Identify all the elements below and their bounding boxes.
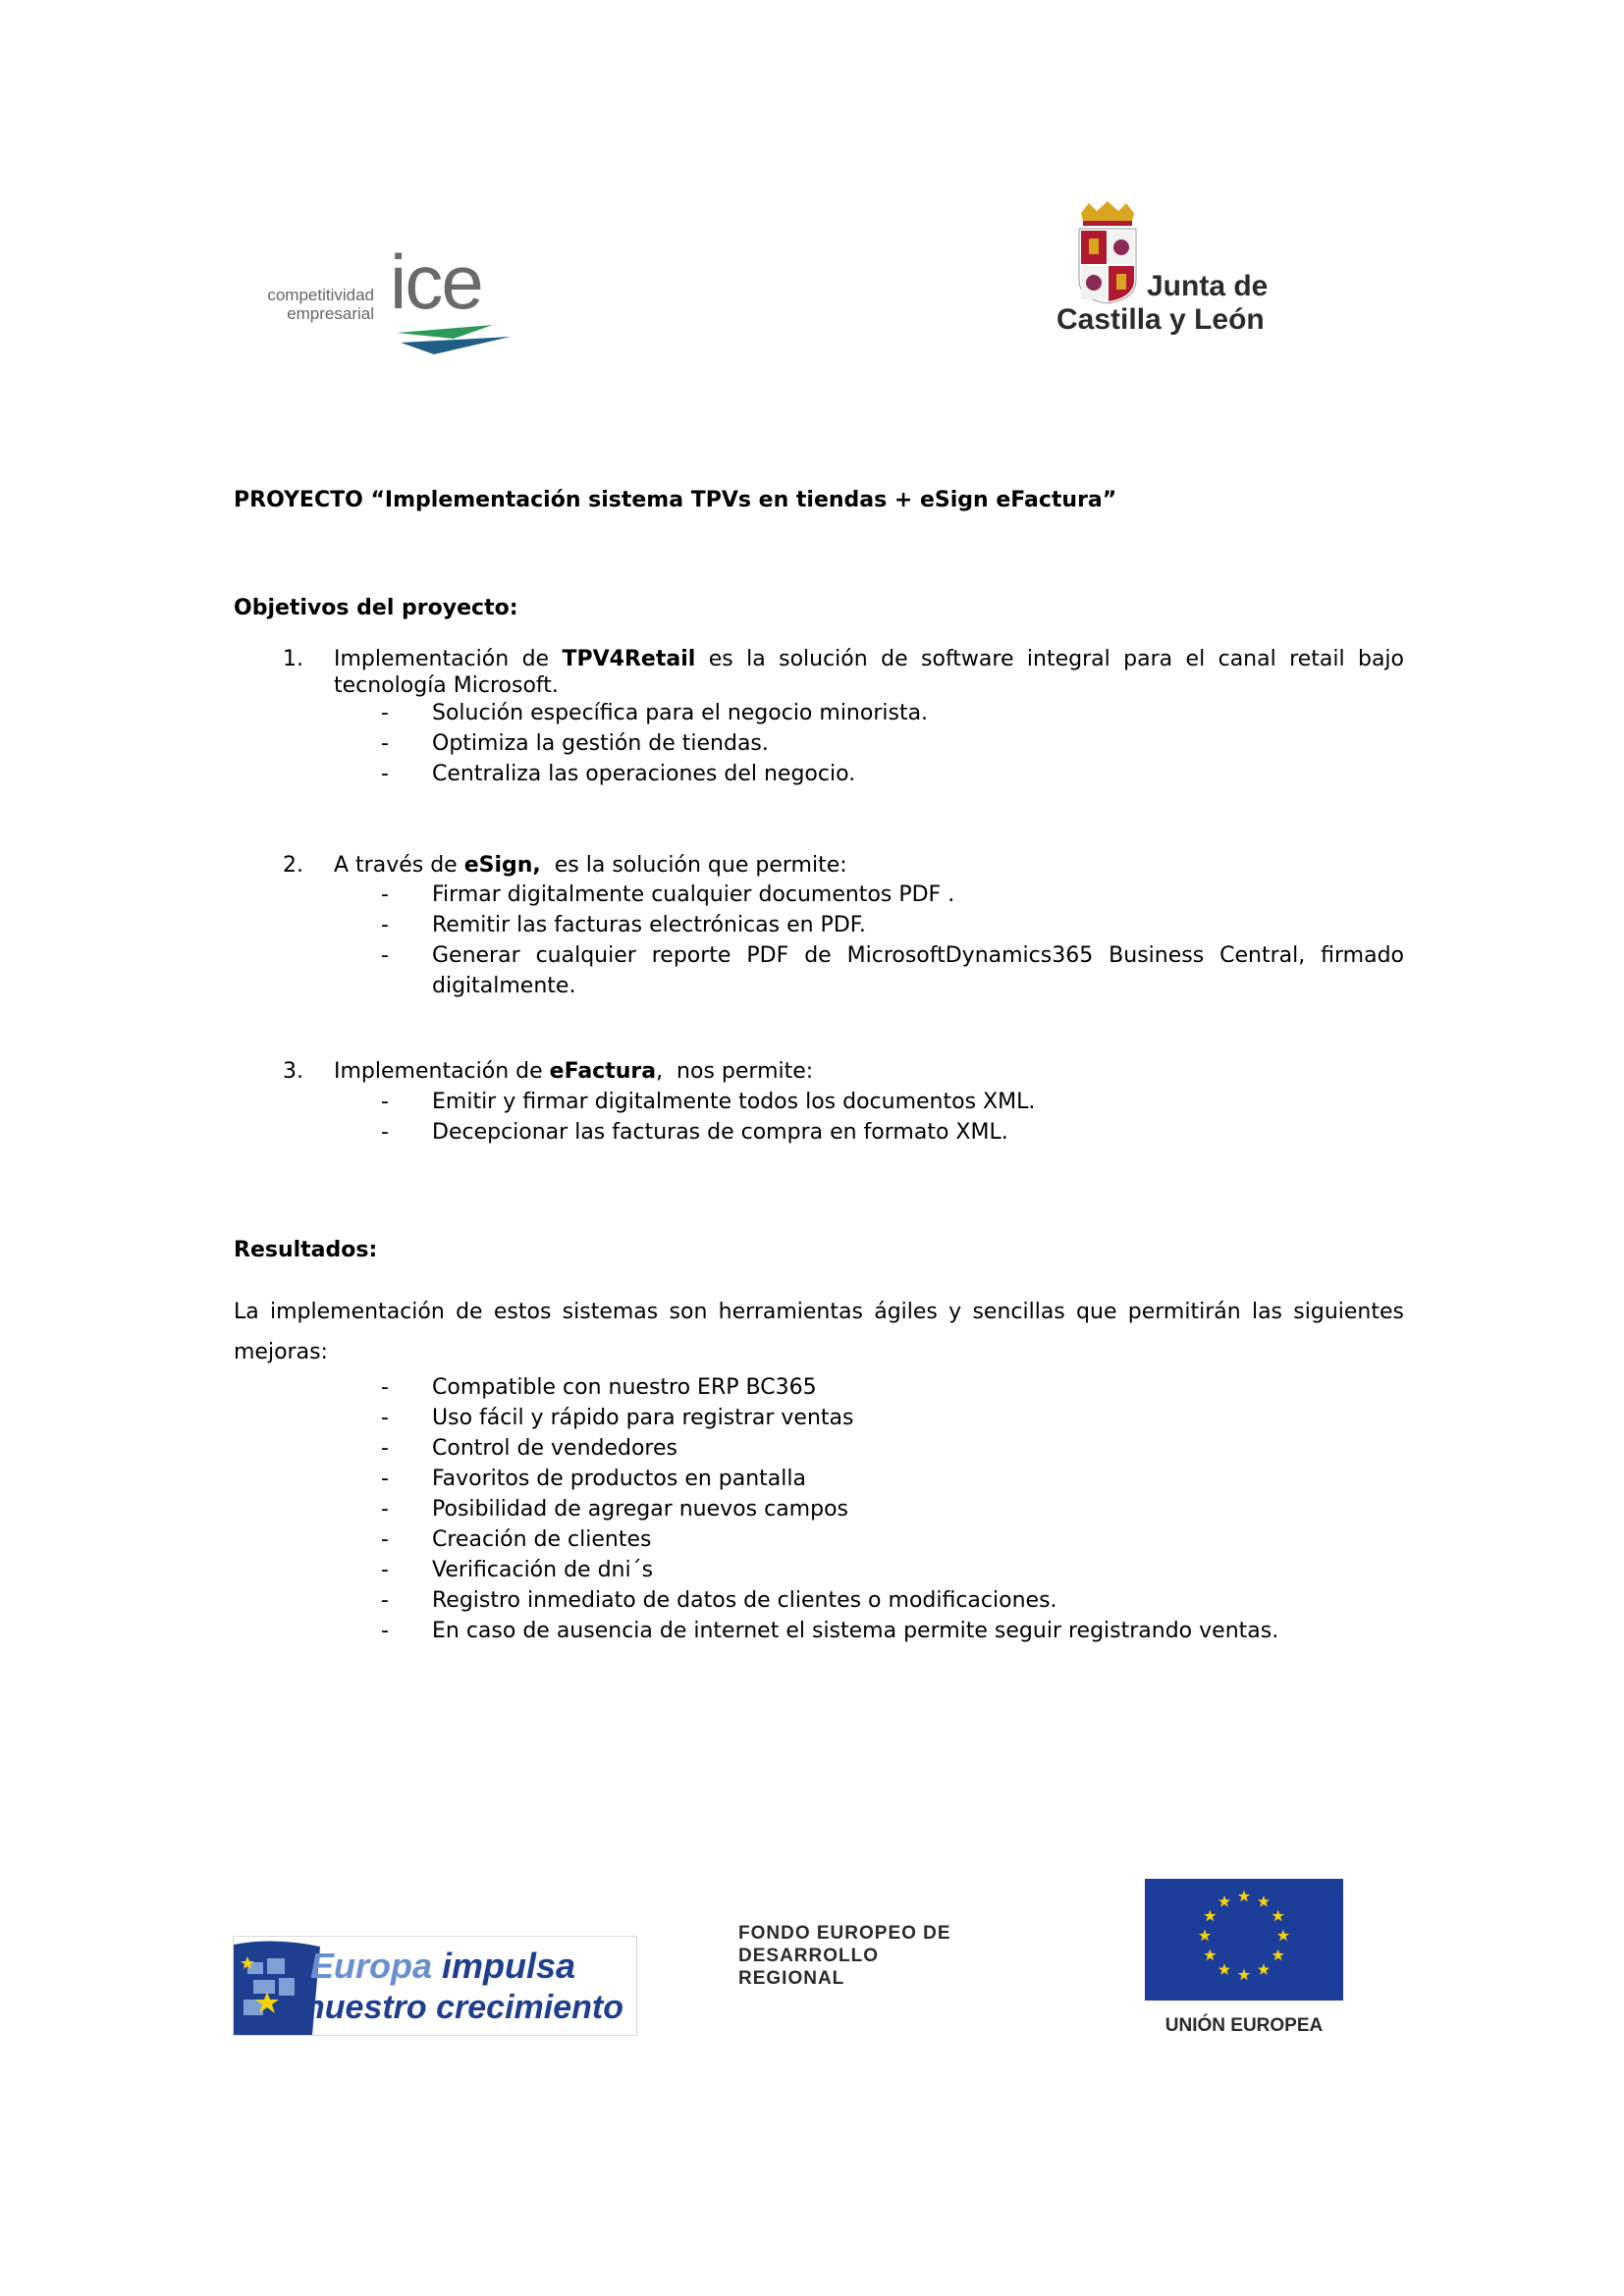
bullet-dash: - [381,1497,389,1522]
bullet-item: Posibilidad de agregar nuevos campos [432,1497,848,1522]
bullet-dash: - [381,1436,389,1461]
product-name: TPV4Retail [562,647,696,671]
bullet-dash: - [381,762,389,786]
bullet-item: Remitir las facturas electrónicas en PDF. [432,913,866,937]
objective-text-pre: A través de [334,853,464,878]
bullet-item: Creación de clientes [432,1527,652,1552]
eu-star-icon [1204,1949,1216,1961]
eu-star-icon [1258,1896,1270,1907]
bullet-dash: - [381,1375,389,1400]
title-prefix: PROYECTO [234,488,363,512]
objective-text [334,1056,1404,1088]
feder-line3: REGIONAL [738,1968,845,1989]
bullet-item: Optimiza la gestión de tiendas. [432,731,769,756]
objective-number: 2. [283,853,303,878]
europa-logo-line2: nuestro crecimiento [304,1989,623,2026]
feder-label [738,1922,951,1990]
bullet-item: En caso de ausencia de internet el sistema permite seguir registrando ventas. [432,1619,1279,1643]
europa-logo-line1 [310,1947,575,1986]
bullet-item: Decepcionar las facturas de compra en formato XML. [432,1120,1008,1145]
bullet-dash: - [381,1406,389,1430]
bullet-item: Verificación de dni´s [432,1558,654,1582]
bullet-item: Favoritos de productos en pantalla [432,1467,806,1491]
bullet-dash: - [381,913,389,937]
bullet-dash: - [381,943,389,968]
bullet-dash: - [381,1558,389,1582]
bullet-item: Emitir y firmar digitalmente todos los documentos XML. [432,1090,1036,1114]
eu-star-icon [1218,1963,1230,1975]
ice-logo [240,239,514,358]
product-name: eFactura [549,1059,657,1084]
bullet-dash: - [381,701,389,725]
page-title [234,485,1116,516]
eu-star-icon [1272,1949,1283,1961]
eu-star-icon [1199,1930,1211,1942]
eu-star-icon [1277,1930,1289,1942]
objective-text-pre: Implementación de [334,647,563,671]
eu-star-icon [1218,1896,1230,1907]
bullet-item: Generar cualquier reporte PDF de MicrosoftDynamics365 Business Central, firmado digitalmente. [432,943,1404,998]
bullet-dash: - [381,1120,389,1145]
bullet-item: Firmar digitalmente cualquier documentos PDF . [432,882,955,907]
eu-star-icon [1238,1969,1250,1981]
title-text: “Implementación sistema TPVs en tiendas + eSign eFactura” [370,488,1117,512]
eu-label: UNIÓN EUROPEA [1164,2015,1324,2036]
feder-line1: FONDO EUROPEO DE [738,1923,951,1944]
bullet-dash: - [381,1090,389,1114]
eu-star-icon [1258,1963,1270,1975]
objective-text-pre: Implementación de [334,1059,550,1084]
objective-text-post: es la solución de software integral para el canal retail bajo [695,647,1404,671]
bullet-dash: - [381,1467,389,1491]
bullet-dash: - [381,1527,389,1552]
objectives-heading: Objetivos del proyecto: [234,596,518,620]
bullet-dash: - [381,882,389,907]
bullet-item: Solución específica para el negocio minorista. [432,701,929,725]
jcyl-logo-line1: Junta de [1147,270,1269,302]
europa-word: Europa [310,1946,433,1986]
bullet-dash: - [381,1588,389,1613]
ice-logo-line1: competitividad [267,286,374,304]
bullet-item: Compatible con nuestro ERP BC365 [432,1375,817,1400]
bullet-item: Uso fácil y rápido para registrar ventas [432,1406,854,1430]
objective-text-post: es la solución que permite: [540,853,847,878]
objective-text-line2: tecnología Microsoft. [334,673,559,698]
eu-star-icon [1272,1910,1283,1922]
objective-text [334,850,1404,881]
impulsa-word: impulsa [442,1946,576,1986]
results-heading: Resultados: [234,1238,378,1262]
feder-line2: DESARROLLO [738,1946,879,1966]
eu-star-icon [1238,1891,1250,1902]
eu-star-icon [1204,1910,1216,1922]
objective-number: 1. [283,647,303,671]
objective-number: 3. [283,1059,303,1084]
jcyl-crown-shield-icon [1075,201,1140,304]
bullet-item: Registro inmediato de datos de clientes o modificaciones. [432,1588,1057,1613]
results-intro: La implementación de estos sistemas son herramientas ágiles y sencillas que permitirán las siguientes mejoras: [234,1300,1404,1364]
europa-impulsa-logo [233,1936,637,2036]
eu-stars-icon [1145,1879,1343,2001]
ice-logo-line2: empresarial [287,304,374,323]
product-name: eSign, [463,853,541,878]
jcyl-logo-line2: Castilla y León [1056,303,1265,336]
bullet-item: Centraliza las operaciones del negocio. [432,762,856,786]
ice-logo-mark: ice [390,239,482,325]
bullet-dash: - [381,731,389,756]
bullet-item: Control de vendedores [432,1436,677,1461]
ice-swoosh-icon [395,319,513,358]
eu-flag [1145,1879,1343,2001]
jcyl-logo [1051,201,1296,348]
bullet-dash: - [381,1619,389,1643]
objective-text-post: , nos permite: [656,1059,814,1084]
